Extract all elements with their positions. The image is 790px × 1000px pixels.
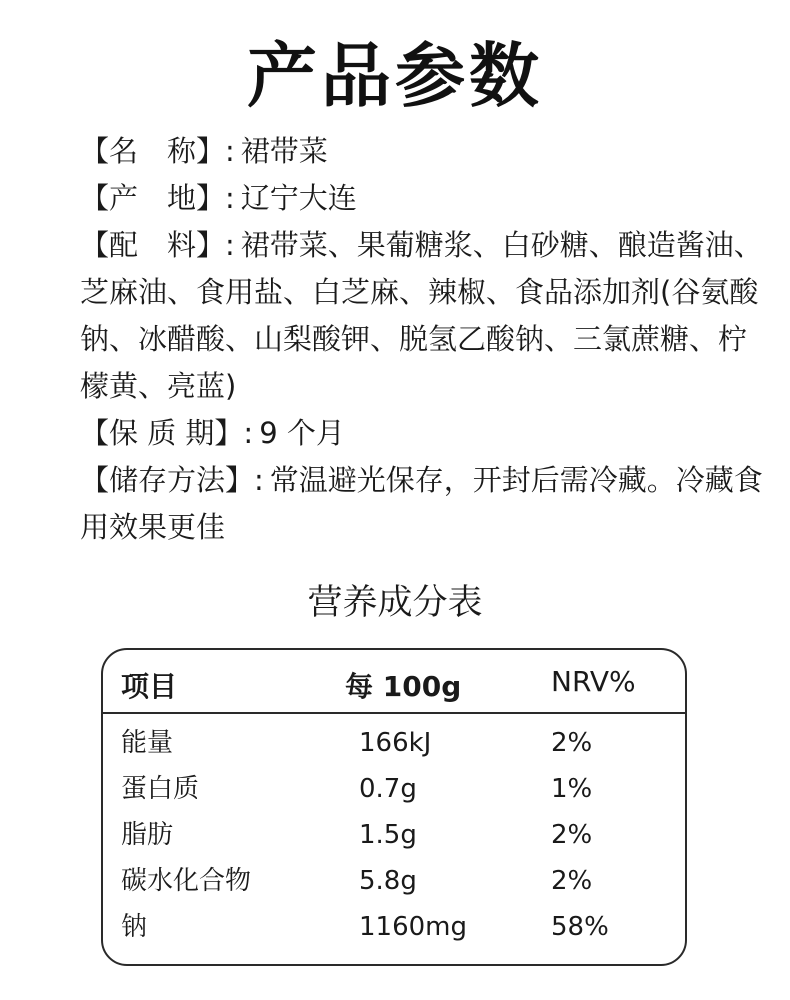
row-amount: 0.7g [359,774,417,804]
param-label: 【产 地】: [80,181,235,215]
param-value: 裙带菜、果葡糖浆、白砂糖、酿造酱油、芝麻油、食用盐、白芝麻、辣椒、食品添加剂(谷氨酸钠、冰醋酸、山梨酸钾、脱氢乙酸钠、三氯蔗糖、柠檬黄、亮蓝) [80,228,763,403]
row-amount: 1.5g [359,820,417,850]
row-amount: 1160mg [359,912,467,942]
param-ingredients [80,222,770,410]
param-shelf-life [80,410,770,457]
header-item: 项目 [121,670,178,703]
param-value: 常温避光保存，开封后需冷藏。冷藏食用效果更佳 [80,463,763,544]
param-label: 【配 料】: [80,228,235,262]
row-item: 脂肪 [121,820,174,850]
table-row [103,858,685,904]
param-origin [80,175,770,222]
row-nrv: 2% [551,866,593,896]
header-nrv: NRV% [551,665,636,698]
param-value: 裙带菜 [240,134,328,168]
row-item: 钠 [121,912,148,942]
row-nrv: 2% [551,728,593,758]
row-nrv: 1% [551,774,593,804]
row-amount: 5.8g [359,866,417,896]
row-nrv: 58% [551,912,609,942]
product-params [80,128,770,551]
param-label: 【保 质 期】: [80,416,254,450]
param-label: 【名 称】: [80,134,235,168]
row-amount: 166kJ [359,728,432,758]
nutrition-table [101,648,687,966]
param-storage [80,457,770,551]
table-body [103,720,685,950]
param-value: 辽宁大连 [240,181,357,215]
table-header [103,650,685,714]
table-row [103,904,685,950]
row-item: 蛋白质 [121,774,200,804]
param-value: 9 个月 [259,416,345,450]
row-item: 碳水化合物 [121,866,252,896]
param-name [80,128,770,175]
table-row [103,766,685,812]
param-label: 【储存方法】: [80,463,264,497]
header-per-100g: 每 100g [345,670,462,703]
nutrition-title: 营养成分表 [307,583,483,623]
page-title: 产品参数 [247,35,543,117]
row-item: 能量 [121,728,174,758]
row-nrv: 2% [551,820,593,850]
table-row [103,812,685,858]
table-row [103,720,685,766]
